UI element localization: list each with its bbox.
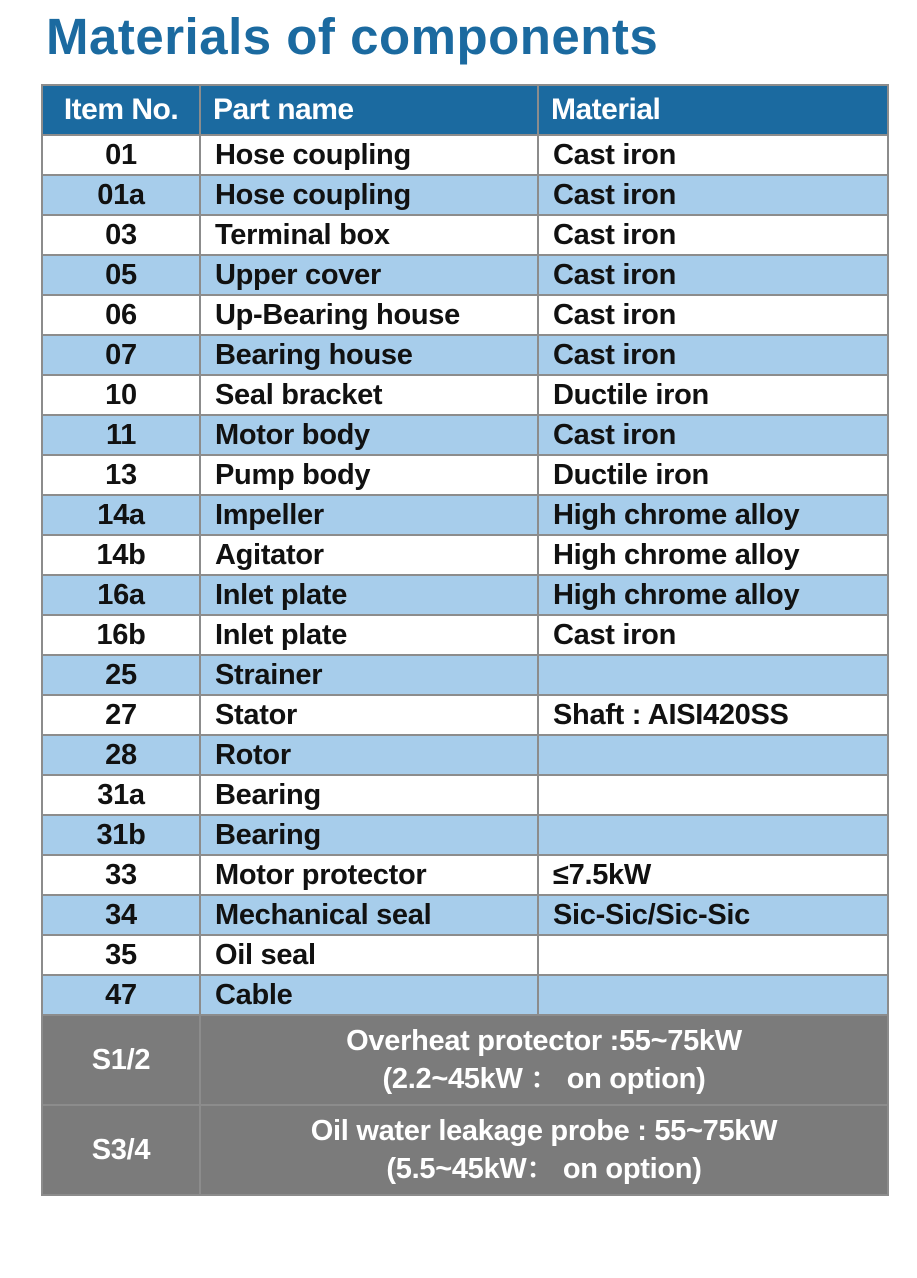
item-number-cell: 14b: [42, 535, 200, 575]
material-cell: Sic-Sic/Sic-Sic: [538, 895, 888, 935]
table-row: [42, 815, 888, 855]
table-row: [42, 375, 888, 415]
table-row: [42, 935, 888, 975]
table-row: [42, 535, 888, 575]
item-number-cell: 28: [42, 735, 200, 775]
table-row: [42, 735, 888, 775]
part-name-cell: Impeller: [200, 495, 538, 535]
material-cell: [538, 815, 888, 855]
table-row: [42, 495, 888, 535]
sensor-description-cell: [200, 1105, 888, 1195]
part-name-cell: Strainer: [200, 655, 538, 695]
table-row: [42, 615, 888, 655]
table-row: [42, 655, 888, 695]
part-name-cell: Cable: [200, 975, 538, 1015]
material-cell: Cast iron: [538, 335, 888, 375]
part-name-cell: Upper cover: [200, 255, 538, 295]
sensor-row: [42, 1105, 888, 1195]
table-row: [42, 695, 888, 735]
material-cell: High chrome alloy: [538, 575, 888, 615]
item-number-cell: 05: [42, 255, 200, 295]
material-cell: Cast iron: [538, 415, 888, 455]
part-name-cell: Bearing: [200, 775, 538, 815]
column-header-material: Material: [538, 85, 888, 135]
material-cell: [538, 775, 888, 815]
sensor-description-cell: [200, 1015, 888, 1105]
material-cell: Cast iron: [538, 615, 888, 655]
part-name-cell: Seal bracket: [200, 375, 538, 415]
material-cell: Ductile iron: [538, 375, 888, 415]
part-name-cell: Motor body: [200, 415, 538, 455]
table-row: [42, 855, 888, 895]
table-row: [42, 455, 888, 495]
item-number-cell: 01: [42, 135, 200, 175]
part-name-cell: Stator: [200, 695, 538, 735]
material-cell: Cast iron: [538, 295, 888, 335]
sensor-item-cell: S1/2: [42, 1015, 200, 1105]
item-number-cell: 33: [42, 855, 200, 895]
material-cell: Cast iron: [538, 175, 888, 215]
item-number-cell: 03: [42, 215, 200, 255]
item-number-cell: 34: [42, 895, 200, 935]
sensor-description-line: Overheat protector :55~75kW: [346, 1025, 742, 1057]
material-cell: Cast iron: [538, 215, 888, 255]
item-number-cell: 27: [42, 695, 200, 735]
sensor-item-cell: S3/4: [42, 1105, 200, 1195]
item-number-cell: 01a: [42, 175, 200, 215]
material-cell: Cast iron: [538, 135, 888, 175]
material-cell: [538, 935, 888, 975]
item-number-cell: 31a: [42, 775, 200, 815]
material-cell: ≤7.5kW: [538, 855, 888, 895]
item-number-cell: 13: [42, 455, 200, 495]
column-header-part-name: Part name: [200, 85, 538, 135]
item-number-cell: 07: [42, 335, 200, 375]
material-cell: High chrome alloy: [538, 495, 888, 535]
item-number-cell: 25: [42, 655, 200, 695]
material-cell: [538, 735, 888, 775]
item-number-cell: 31b: [42, 815, 200, 855]
material-cell: [538, 975, 888, 1015]
sensor-row: [42, 1015, 888, 1105]
part-name-cell: Agitator: [200, 535, 538, 575]
material-cell: Shaft : AISI420SS: [538, 695, 888, 735]
table-row: [42, 575, 888, 615]
item-number-cell: 06: [42, 295, 200, 335]
part-name-cell: Inlet plate: [200, 575, 538, 615]
table-header-row: [42, 85, 888, 135]
table-row: [42, 335, 888, 375]
sensor-description-line: (2.2~45kW ： on option): [382, 1063, 706, 1095]
item-number-cell: 16b: [42, 615, 200, 655]
material-cell: [538, 655, 888, 695]
table-row: [42, 255, 888, 295]
part-name-cell: Up-Bearing house: [200, 295, 538, 335]
part-name-cell: Rotor: [200, 735, 538, 775]
material-cell: Ductile iron: [538, 455, 888, 495]
part-name-cell: Bearing house: [200, 335, 538, 375]
part-name-cell: Pump body: [200, 455, 538, 495]
page-title: Materials of components: [46, 8, 659, 65]
part-name-cell: Motor protector: [200, 855, 538, 895]
table-row: [42, 895, 888, 935]
part-name-cell: Hose coupling: [200, 135, 538, 175]
table-row: [42, 215, 888, 255]
item-number-cell: 10: [42, 375, 200, 415]
part-name-cell: Terminal box: [200, 215, 538, 255]
item-number-cell: 35: [42, 935, 200, 975]
part-name-cell: Inlet plate: [200, 615, 538, 655]
table-row: [42, 135, 888, 175]
table-row: [42, 975, 888, 1015]
part-name-cell: Hose coupling: [200, 175, 538, 215]
table-row: [42, 295, 888, 335]
part-name-cell: Mechanical seal: [200, 895, 538, 935]
item-number-cell: 16a: [42, 575, 200, 615]
table-row: [42, 775, 888, 815]
item-number-cell: 14a: [42, 495, 200, 535]
material-cell: Cast iron: [538, 255, 888, 295]
table-row: [42, 415, 888, 455]
column-header-item-no: Item No.: [42, 85, 200, 135]
material-cell: High chrome alloy: [538, 535, 888, 575]
table-row: [42, 175, 888, 215]
part-name-cell: Bearing: [200, 815, 538, 855]
sensor-description-line: Oil water leakage probe : 55~75kW: [310, 1115, 778, 1147]
part-name-cell: Oil seal: [200, 935, 538, 975]
item-number-cell: 47: [42, 975, 200, 1015]
materials-table: [41, 84, 889, 1196]
item-number-cell: 11: [42, 415, 200, 455]
sensor-description-line: (5.5~45kW： on option): [386, 1153, 702, 1185]
